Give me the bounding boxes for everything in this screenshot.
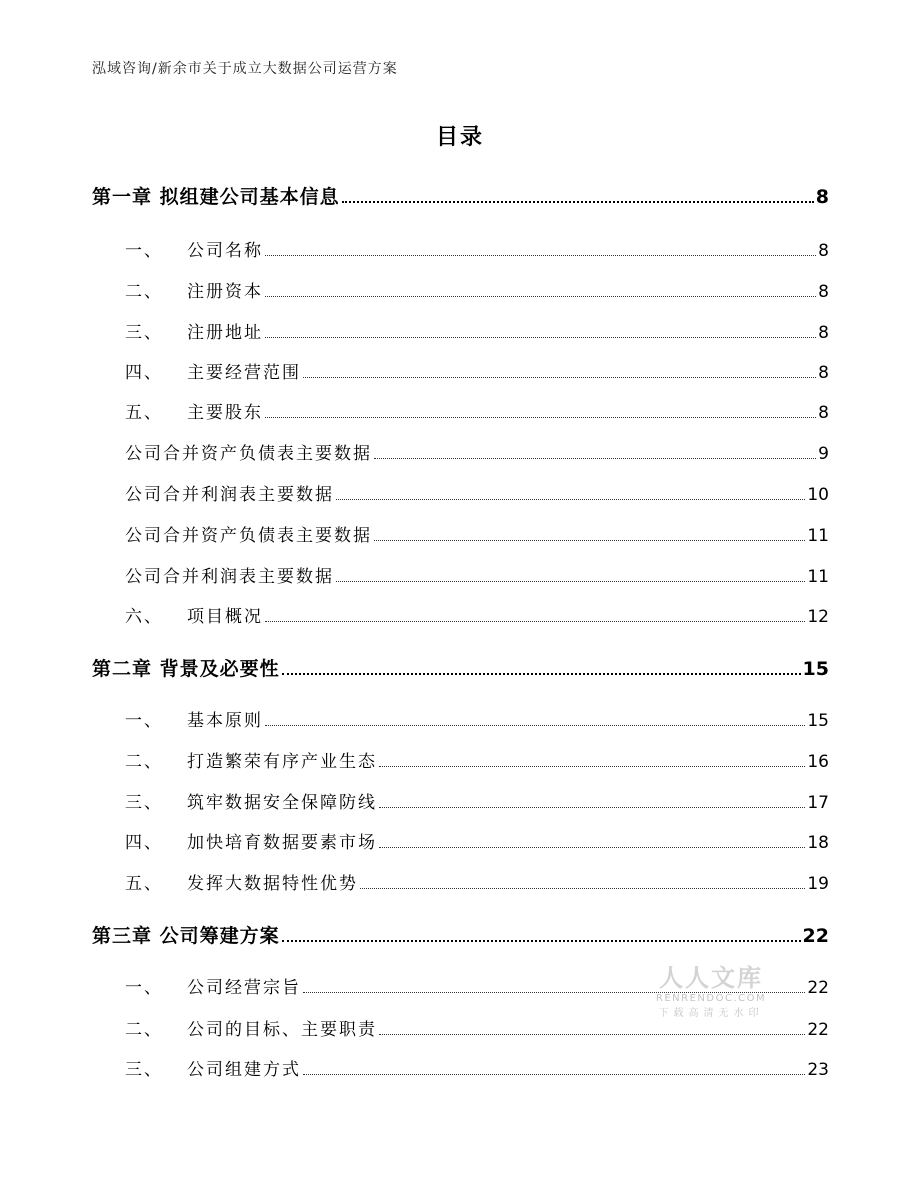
toc-dot-leader <box>360 887 805 889</box>
watermark-url: RENRENDOC.COM <box>655 993 767 1004</box>
toc-page-number: 15 <box>807 711 829 731</box>
toc-entry-label: 第三章 公司筹建方案 <box>92 925 280 947</box>
toc-entry-number: 五、 <box>125 874 163 894</box>
toc-dot-leader <box>379 1033 805 1035</box>
toc-page-number: 19 <box>807 874 829 894</box>
toc-page-number: 8 <box>818 363 829 383</box>
toc-dot-leader <box>265 724 805 726</box>
toc-entry-number: 六、 <box>125 607 163 627</box>
watermark-logo <box>648 958 774 1019</box>
toc-entry-number: 一、 <box>125 241 163 261</box>
toc-page-number: 9 <box>818 444 829 464</box>
toc-entry-number: 三、 <box>125 1060 163 1080</box>
toc-page-number: 22 <box>807 978 829 998</box>
toc-entry-number: 四、 <box>125 363 163 383</box>
toc-dot-leader <box>342 200 814 203</box>
toc-dot-leader <box>265 295 816 297</box>
watermark-title: 人人文库 <box>659 964 763 992</box>
toc-dot-leader <box>374 457 816 459</box>
toc-entry-label: 注册地址 <box>187 323 263 343</box>
toc-dot-leader <box>379 846 805 848</box>
toc-entry-label: 公司合并利润表主要数据 <box>125 485 334 505</box>
toc-dot-leader <box>374 539 805 541</box>
toc-section-entry[interactable] <box>125 318 829 343</box>
toc-page-number: 8 <box>815 186 829 208</box>
toc-entry-label: 第二章 背景及必要性 <box>92 658 280 680</box>
toc-section-entry[interactable] <box>125 398 829 423</box>
toc-page-number: 10 <box>807 485 829 505</box>
toc-entry-label: 公司的目标、主要职责 <box>187 1020 377 1040</box>
toc-entry-number: 一、 <box>125 711 163 731</box>
toc-dot-leader <box>336 498 805 500</box>
toc-page-number: 22 <box>807 1020 829 1040</box>
toc-page-number: 8 <box>818 241 829 261</box>
toc-page-number: 17 <box>807 793 829 813</box>
toc-entry-label: 筑牢数据安全保障防线 <box>187 793 377 813</box>
toc-dot-leader <box>265 254 816 256</box>
toc-dot-leader <box>379 806 805 808</box>
toc-page-number: 18 <box>807 833 829 853</box>
toc-entry-label: 基本原则 <box>187 711 263 731</box>
toc-entry-number: 二、 <box>125 282 163 302</box>
toc-section-entry[interactable] <box>125 828 829 853</box>
toc-section-entry[interactable] <box>125 439 829 464</box>
toc-page-number: 11 <box>807 526 829 546</box>
page-header: 泓域咨询/新余市关于成立大数据公司运营方案 <box>92 61 398 77</box>
toc-section-entry[interactable] <box>125 480 829 505</box>
toc-entry-number: 二、 <box>125 752 163 772</box>
toc-entry-label: 主要经营范围 <box>187 363 301 383</box>
toc-entry-number: 三、 <box>125 323 163 343</box>
toc-entry-number: 一、 <box>125 978 163 998</box>
toc-dot-leader <box>265 620 805 622</box>
toc-section-entry[interactable] <box>125 562 829 587</box>
toc-section-entry[interactable] <box>125 277 829 302</box>
toc-entry-label: 公司合并资产负债表主要数据 <box>125 526 372 546</box>
toc-entry-number: 五、 <box>125 403 163 423</box>
toc-section-entry[interactable] <box>125 747 829 772</box>
toc-entry-label: 第一章 拟组建公司基本信息 <box>92 186 340 208</box>
toc-title: 目录 <box>435 125 484 150</box>
toc-entry-number: 三、 <box>125 793 163 813</box>
toc-dot-leader <box>265 416 816 418</box>
toc-dot-leader <box>379 765 805 767</box>
toc-section-entry[interactable] <box>125 706 829 731</box>
toc-entry-label: 主要股东 <box>187 403 263 423</box>
toc-section-entry[interactable] <box>125 236 829 261</box>
toc-chapter-entry[interactable] <box>92 654 829 681</box>
toc-chapter-entry[interactable] <box>92 182 829 209</box>
toc-page-number: 11 <box>807 567 829 587</box>
toc-entry-label: 公司名称 <box>187 241 263 261</box>
toc-page-number: 22 <box>802 925 829 947</box>
toc-page-number: 23 <box>807 1060 829 1080</box>
toc-section-entry[interactable] <box>125 602 829 627</box>
toc-chapter-entry[interactable] <box>92 921 829 948</box>
toc-page-number: 12 <box>807 607 829 627</box>
toc-dot-leader <box>303 376 816 378</box>
toc-entry-label: 注册资本 <box>187 282 263 302</box>
toc-section-entry[interactable] <box>125 869 829 894</box>
toc-entry-label: 发挥大数据特性优势 <box>187 874 358 894</box>
toc-entry-number: 二、 <box>125 1020 163 1040</box>
toc-page-number: 8 <box>818 282 829 302</box>
toc-section-entry[interactable] <box>125 788 829 813</box>
toc-dot-leader <box>282 672 801 675</box>
toc-entry-label: 公司经营宗旨 <box>187 978 301 998</box>
toc-page-number: 8 <box>818 323 829 343</box>
watermark-subtitle: 下载高清无水印 <box>658 1008 764 1019</box>
toc-section-entry[interactable] <box>125 358 829 383</box>
toc-entry-label: 公司合并资产负债表主要数据 <box>125 444 372 464</box>
toc-page-number: 8 <box>818 403 829 423</box>
toc-entry-label: 加快培育数据要素市场 <box>187 833 377 853</box>
toc-dot-leader <box>303 1073 805 1075</box>
toc-entry-number: 四、 <box>125 833 163 853</box>
toc-entry-label: 公司合并利润表主要数据 <box>125 567 334 587</box>
toc-entry-label: 公司组建方式 <box>187 1060 301 1080</box>
toc-dot-leader <box>336 580 805 582</box>
toc-dot-leader <box>282 939 801 942</box>
toc-entry-label: 项目概况 <box>187 607 263 627</box>
toc-entry-label: 打造繁荣有序产业生态 <box>187 752 377 772</box>
toc-section-entry[interactable] <box>125 521 829 546</box>
toc-section-entry[interactable] <box>125 1055 829 1080</box>
toc-dot-leader <box>265 336 816 338</box>
toc-page-number: 15 <box>802 658 829 680</box>
toc-page-number: 16 <box>807 752 829 772</box>
